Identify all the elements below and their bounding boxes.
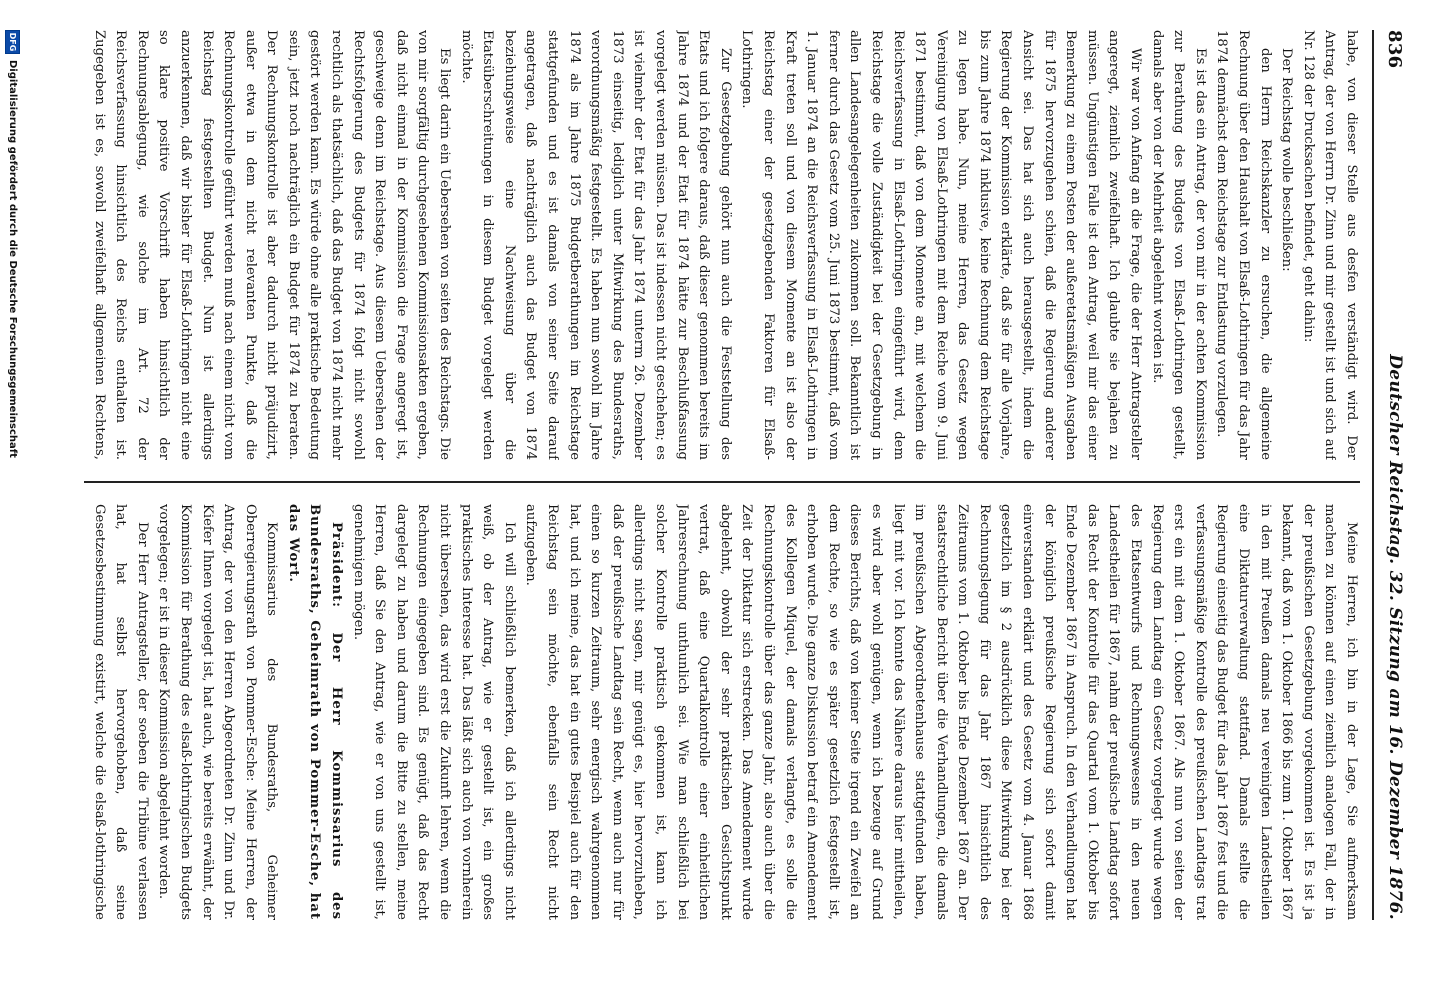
paragraph: Es ist das ein Antrag, der von mir in der achten Kommission zur Berathung des Budgets von Elsaß-Lothringen gestellt, damals aber von der Mehrheit abgelehnt worden ist. [1149, 30, 1208, 460]
digitization-credit [6, 30, 20, 970]
paragraph: Kommissarius des Bundesraths, Geheimer Oberregierungsrath von Pommer-Esche: Meine Herren, der Antrag, der von den Herren Abgeordneten Dr. Zinn und Dr. Kiefer Ihnen vorgelegt ist, hat auch, wie bereits erwähnt, der Kommission für Berathung des elsaß-lothringischen Budgets vorgelegen; er ist in dieser Kommission abgelehnt worden. [156, 504, 280, 920]
speaker-paragraph: Präsident: Der Herr Kommissarius des Bundesraths, Geheimrath von Pommer-Esche, hat das Wort. [285, 504, 345, 920]
left-column [84, 30, 1362, 460]
running-title: Deutscher Reichstag. 32. Sitzung am 16. Dezember 1876. [1385, 354, 1405, 920]
right-column [84, 504, 1362, 920]
paragraph: Zur Gesetzgebung gehört nun auch die Feststellung des Etats und ich folgere daraus, daß dieser genommen bereits im Jahre 1874 und der Etat für 1874 hätte zur Beschlußfassung vorgelegt werden müssen. Das ist indessen nicht geschehen; es ist vielmehr der Etat für das Jahr 1874 unterm 26. Dezember 1873 einseitig, lediglich unter Mitwirkung des Bundesraths, verordnungsmäßig festgestellt. Es haben nun sowohl im Jahre 1874 als im Jahre 1875 Budgetberathungen im Reichstage stattgefunden und es ist damals von seiner Seite darauf angetragen, daß nachträglich auch das Budget von 1874 beziehungsweise eine Nachweisung über die Etatsüberschreitungen in diesem Budget vorgelegt werden möchte. [458, 30, 733, 460]
paragraph: Es liegt darin ein Uebersehen von seiten des Reichstags. Die von mir sorgfältig durchgesehenen Kommissionsakten ergeben, daß nicht einmal in der Kommission die Frage angeregt ist, geschweige denn im Reichstage. Aus diesem Uebersehen der Rechtsfolgerung des Budgets für 1874 folgt nicht sowohl rechtlich als thatsächlich, daß das Budget von 1874 nicht mehr gestört werden kann. Es würde ohne alle praktische Bedeutung sein, jetzt noch nachträglich ein Budget für 1874 zu beraten. Der Rechnungskontrolle ist aber dadurch nicht präjudizirt, außer etwa in dem nicht relevanten Punkte, daß die Rechnungskontrolle geführt werden muß nach einem nicht vom Reichstag festgestellten Budget. Nun ist allerdings anzuerkennen, daß wir bisher für Elsaß-Lothringen nicht eine so klare positive Vorschrift haben hinsichtlich der Rechnungsablegung, wie solche im Art. 72 der Reichsverfassung hinsichtlich des Reichs enthalten ist. Zugegeben ist es, sowohl zweifelhaft allgemeinen Rechtens, [91, 30, 453, 460]
paragraph: den Herrn Reichskanzler zu ersuchen, die allgemeine Rechnung über den Haushalt von Elsaß-Lothringen für das Jahr 1874 demnächst dem Reichstage zur Entlastung vorzulegen. [1214, 30, 1273, 460]
column-divider [84, 481, 1360, 483]
dfg-logo-icon: DFG [6, 30, 21, 54]
paragraph: Meine Herren, ich bin in der Lage, Sie aufmerksam machen zu können auf einen ziemlich analogen Fall, der in der preußischen Gesetzgebung vorgekommen ist. Es ist ja bekannt, daß vom 1. Oktober 1866 bis zum 1. Oktober 1867 in den mit Preußen damals neu vereinigten Landestheilen eine Diktaturverwaltung stattfand. Damals stellte die Regierung einseitig das Budget für das Jahr 1867 fest und die verfassungsmäßige Kontrolle des preußischen Landtags trat erst ein mit dem 1. Oktober 1867. Als nun von seiten der Regierung dem Landtag ein Gesetz vorgelegt wurde wegen des Etatsentwurfs und Rechnungswesens in den neuen Landestheilen für 1867, nahm der preußische Landtag sofort das Recht der Kontrolle für das Quartal vom 1. Oktober bis Ende Dezember 1867 in Anspruch. In den Verhandlungen hat der königlich preußische Regierung sich sofort damit einverstanden erklärt und des Gesetz vom 4. Januar 1868 gesetzlich im § 2 ausdrücklich diese Mitwirkung bei der Rechnungslegung für das Jahr 1867 hinsichtlich des Zeitraums vom 1. Oktober bis Ende Dezember 1867 an. Der staatsrechtliche Bericht über die Verhandlungen, die damals im preußischen Abgeordnetenhause stattgefunden haben, liegt mit vor. Ich konnte das Nähere daraus hier mittheilen, es wird aber wohl genügen, wenn ich bezeuge auf Grund dieses Berichts, daß von keiner Seite irgend ein Zweifel an dem Rechte, so wie es später gesetzlich festgestellt ist, erhoben wurde. Die ganze Diskussion betraf ein Amendement des Kollegen Miquel, der damals verlangte, es solle die Rechnungskontrolle über das ganze Jahr, also auch über die Zeit der Diktatur sich erstrecken. Das Amendement wurde abgelehnt, obwohl der sehr praktischen Gesichtspunkt vertrat, daß eine Quartalkontrolle einer einheitlichen Jahresrechnung unthunlich sei. Wie man schließlich bei solcher Kontrolle praktisch gekommen ist, kann ich allerdings nicht sagen, mir genügt es, hier hervorzuheben, daß der preußische Landtag sein Recht, wenn auch nur für einen so kurzen Zeitraum, sehr energisch wahrgenommen hat, und ich meine, das hat ein gutes Beispiel auch für den Reichstag sein möchte, ebenfalls sein Recht nicht aufzugeben. [523, 504, 1359, 920]
paragraph: Der Herr Antragsteller, der soeben die Tribüne verlassen hat, hat selbst hervorgehoben, daß seine Gesetzesbestimmung existirt, welche die elsaß-lothringische [91, 504, 150, 920]
paragraph: habe, von dieser Stelle aus desfen verständigt wird. Der Antrag, der von Herrn Dr. Zinn und mir gestellt ist und sich auf Nr. 128 der Drucksachen befindet, geht dahin: [1300, 30, 1359, 460]
paragraph: Ich will schließlich bemerken, daß ich allerdings nicht weiß, ob der Antrag, wie er gestellt ist, ein großes praktisches Interesse hat. Das läßt sich auch von vornherein nicht übersehen, das wird erst die Zukunft lehren, wenn die Rechnungen eingegeben sind. Es genügt, daß das Recht dargelegt zu haben und darum die Bitte zu stellen, meine Herren, daß Sie den Antrag, wie er von uns gestellt ist, genehmigen mögen. [350, 504, 517, 920]
paragraph: Der Reichstag wolle beschließen: [1279, 48, 1295, 272]
credit-text: Digitalisierung gefördert durch die Deutsche Forschungsgemeinschaft [7, 60, 19, 458]
paragraph: Wir war von Anfang an die Frage, die der Herr Antragsteller angeregt, ziemlich zweifelhaft. Ich glaubte sie bejahen zu müssen. Ungünstigen Falle ist den Antrag, weil mir das einer Bemerkung zu einem Posten der außeretatsmäßigen Ausgaben für 1875 hervorzugehen schien, daß die Regierung anderer Ansicht sei. Das hat sich auch herausgestellt, indem die Regierung der Kommission erklärte, daß sie für alle Vorjahre, bis zum Jahre 1874 inklusive, keine Rechnung dem Reichstage zu legen habe. Nun, meine Herren, das Gesetz wegen Vereinigung von Elsaß-Lothringen mit dem Reiche vom 9. Juni 1871 bestimmt, daß von dem Momente an, mit welchem die Reichsverfassung in Elsaß-Lothringen eingeführt wird, dem Reichstage die volle Zuständigkeit bei der Gesetzgebung in allen Landesangelegenheiten zukommen soll. Bekanntlich ist ferner durch das Gesetz vom 25. Juni 1873 bestimmt, daß vom 1. Januar 1874 an die Reichsverfassung in Elsaß-Lothringen in Kraft treten soll und von diesem Momente an ist also der Reichstag einer der gesetzgebenden Faktoren für Elsaß-Lothringen. [739, 30, 1144, 460]
page-number: 836 [1384, 30, 1406, 69]
header-rule [1372, 30, 1374, 920]
page-header [1380, 30, 1410, 920]
